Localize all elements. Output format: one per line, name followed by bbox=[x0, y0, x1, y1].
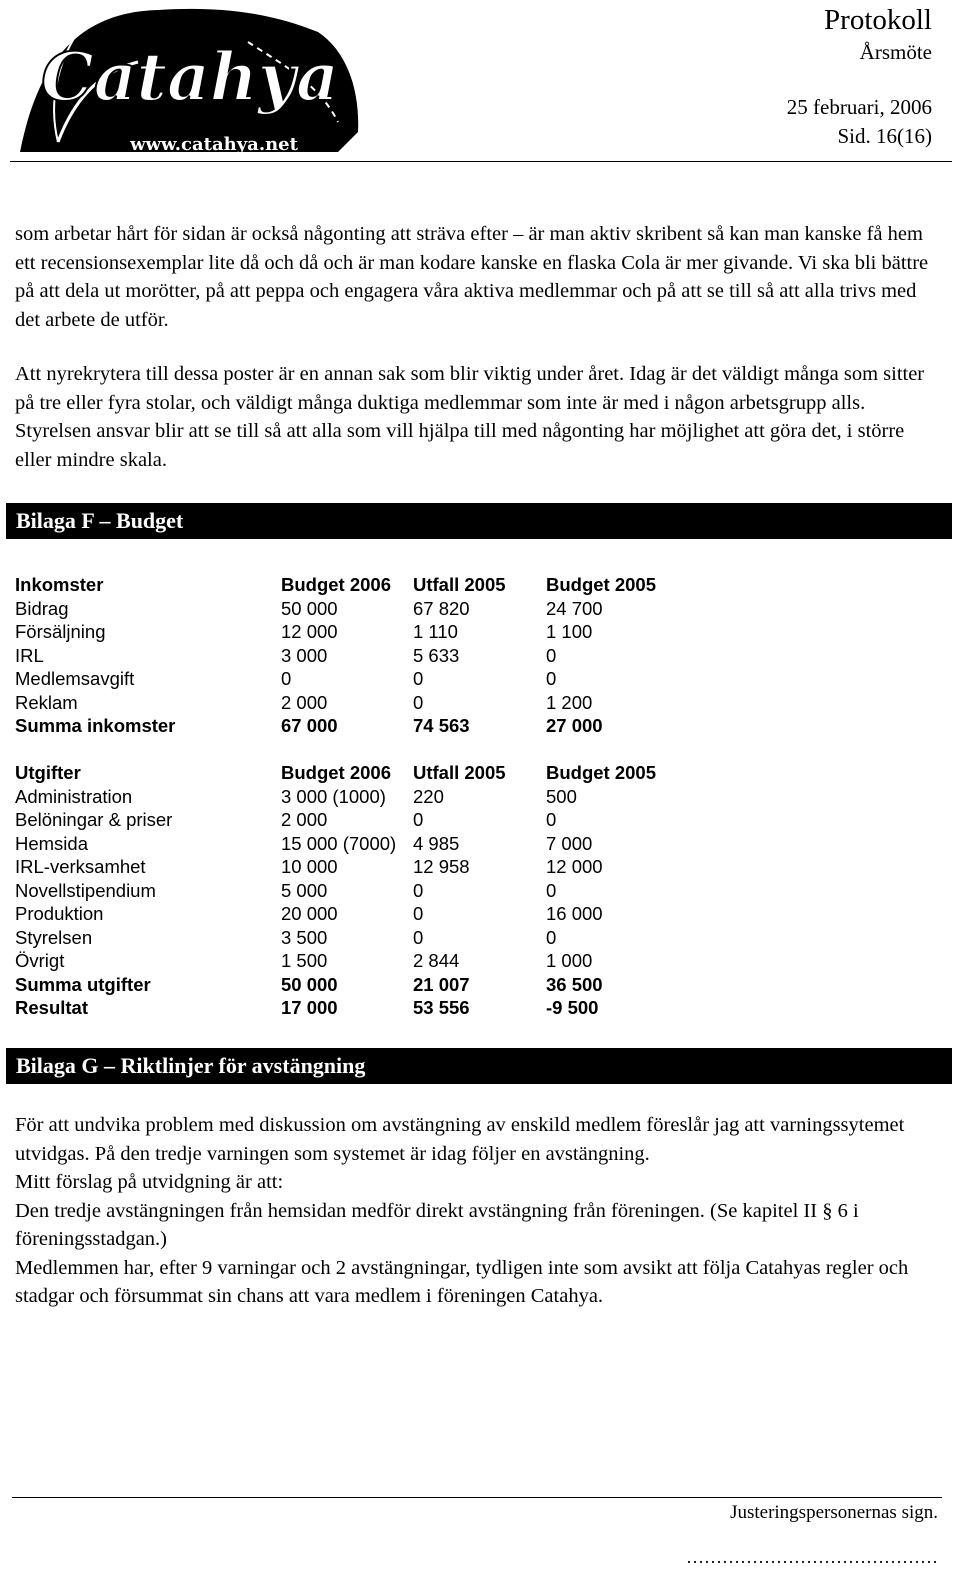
table-cell: 3 500 bbox=[281, 926, 328, 948]
table-cell: 74 563 bbox=[413, 715, 470, 736]
paragraph-text: Att nyrekrytera till dessa poster är en annan sak som blir viktig under året. Idag är det väldigt många som sitter på tre eller fyra stolar, och väldigt många duktiga medlemmar som inte är med i någon arbetsgrupp alls. Styrelsen ansvar blir att se till så att alla som vill hjälpa till med någonting har möjlighet att göra det, i större eller mindre skala. bbox=[15, 363, 925, 471]
section-heading-budget: Bilaga F – Budget bbox=[6, 503, 952, 539]
table-cell: Medlemsavgift bbox=[15, 668, 135, 689]
table-cell: Utfall 2005 bbox=[413, 574, 506, 595]
table-cell: Reklam bbox=[15, 691, 78, 713]
table-cell: 12 000 bbox=[546, 856, 603, 877]
table-cell: 1 500 bbox=[281, 950, 328, 971]
suspension-text bbox=[15, 1111, 945, 1311]
table-cell: 12 000 bbox=[281, 621, 338, 642]
table-cell: 1 200 bbox=[546, 691, 593, 713]
table-cell: Utgifter bbox=[15, 762, 81, 783]
paragraph-text: som arbetar hårt för sidan är också någonting att sträva efter – är man aktiv skribent så kan man kanske få hem ett recensionsexemplar lite då och då och är man kodare kanske en flaska Cola är mer givande. Vi ska bli bättre på att dela ut morötter, på att peppa och engagera våra aktiva medlemmar och på att se till så att alla trivs med det arbete de utför. bbox=[15, 223, 929, 331]
table-cell: 0 bbox=[413, 903, 424, 924]
table-cell: 0 bbox=[413, 691, 424, 713]
table-cell: 2 000 bbox=[281, 809, 328, 830]
page-number: Sid. 16(16) bbox=[837, 124, 932, 148]
table-cell: -9 500 bbox=[546, 997, 599, 1018]
table-cell: 3 000 (1000) bbox=[281, 785, 386, 807]
table-cell: 0 bbox=[281, 668, 292, 689]
table-cell: 0 bbox=[546, 644, 557, 666]
table-cell: Budget 2006 bbox=[281, 762, 392, 783]
paragraph-line: Den tredje avstängningen från hemsidan medför direkt avstängning från föreningen. (Se kapitel II § 6 i föreningsstadgan.) bbox=[15, 1199, 859, 1250]
table-cell: 15 000 (7000) bbox=[281, 832, 397, 854]
table-cell: 10 000 bbox=[281, 856, 338, 877]
table-cell: 0 bbox=[546, 879, 557, 901]
paragraph-line: Medlemmen har, efter 9 varningar och 2 avstängningar, tydligen inte som avsikt att följa Catahyas regler och stadgar och försummat sin chans att vara medlem i föreningen Catahya. bbox=[15, 1256, 909, 1307]
body-paragraph-1 bbox=[15, 220, 945, 334]
table-cell: 36 500 bbox=[546, 973, 603, 995]
table-cell: 2 844 bbox=[413, 950, 460, 971]
logo-url: www.catahya.net bbox=[130, 134, 298, 155]
table-cell: Hemsida bbox=[15, 832, 88, 854]
table-cell: 7 000 bbox=[546, 832, 593, 854]
table-cell: Försäljning bbox=[15, 621, 106, 642]
table-cell: 27 000 bbox=[546, 715, 603, 736]
table-cell: 0 bbox=[546, 809, 557, 830]
body-paragraph-2 bbox=[15, 360, 945, 474]
document-subtitle: Årsmöte bbox=[859, 40, 932, 64]
table-cell: Novellstipendium bbox=[15, 879, 156, 901]
table-cell: Budget 2006 bbox=[281, 574, 392, 595]
paragraph-line: Mitt förslag på utvidgning är att: bbox=[15, 1171, 284, 1193]
section-heading-suspension: Bilaga G – Riktlinjer för avstängning bbox=[6, 1048, 952, 1084]
table-cell: Styrelsen bbox=[15, 926, 93, 948]
footer-divider bbox=[12, 1497, 942, 1498]
table-cell: 220 bbox=[413, 785, 444, 807]
table-cell: 1 000 bbox=[546, 950, 593, 971]
table-cell: 4 985 bbox=[413, 832, 460, 854]
table-cell: IRL bbox=[15, 644, 44, 666]
table-cell: Resultat bbox=[15, 997, 88, 1018]
table-cell: 1 110 bbox=[413, 621, 458, 642]
table-cell: 16 000 bbox=[546, 903, 603, 924]
signature-label: Justeringspersonernas sign. bbox=[730, 1502, 938, 1523]
table-cell: Belöningar & priser bbox=[15, 809, 173, 830]
table-cell: 50 000 bbox=[281, 973, 338, 995]
document-date: 25 februari, 2006 bbox=[786, 95, 932, 119]
table-cell: 24 700 bbox=[546, 597, 603, 619]
table-cell: 1 100 bbox=[546, 621, 593, 642]
table-cell: Budget 2005 bbox=[546, 574, 657, 595]
table-cell: 5 000 bbox=[281, 879, 328, 901]
table-cell: 17 000 bbox=[281, 997, 338, 1018]
table-cell: IRL-verksamhet bbox=[15, 856, 146, 877]
table-cell: Summa inkomster bbox=[15, 715, 176, 736]
table-cell: 0 bbox=[413, 809, 424, 830]
table-cell: Inkomster bbox=[15, 574, 104, 595]
table-cell: 0 bbox=[546, 668, 557, 689]
logo-wordmark: Catahya bbox=[41, 38, 339, 116]
table-cell: 67 000 bbox=[281, 715, 338, 736]
table-cell: 3 000 bbox=[281, 644, 328, 666]
table-cell: 67 820 bbox=[413, 597, 470, 619]
table-cell: 53 556 bbox=[413, 997, 470, 1018]
catahya-logo bbox=[18, 2, 363, 160]
table-cell: Övrigt bbox=[15, 950, 65, 971]
paragraph-line: För att undvika problem med diskussion om avstängning av enskild medlem föreslår jag att varningssytemet utvidgas. På den tredje varningen som systemet är idag följer en avstängning. bbox=[15, 1114, 905, 1165]
table-cell: Budget 2005 bbox=[546, 762, 657, 783]
table-cell: 0 bbox=[413, 668, 424, 689]
header-divider bbox=[10, 161, 952, 162]
table-cell: 2 000 bbox=[281, 691, 328, 713]
table-cell: Utfall 2005 bbox=[413, 762, 506, 783]
table-cell: 21 007 bbox=[413, 973, 470, 995]
signature-line: …………………………………… bbox=[686, 1547, 938, 1567]
table-cell: Produktion bbox=[15, 903, 104, 924]
table-cell: 0 bbox=[546, 926, 557, 948]
table-cell: 20 000 bbox=[281, 903, 338, 924]
table-cell: Summa utgifter bbox=[15, 973, 151, 995]
table-cell: Bidrag bbox=[15, 597, 69, 619]
table-cell: 50 000 bbox=[281, 597, 338, 619]
table-cell: Administration bbox=[15, 785, 133, 807]
table-cell: 0 bbox=[413, 879, 424, 901]
table-cell: 5 633 bbox=[413, 644, 460, 666]
table-cell: 500 bbox=[546, 785, 577, 807]
table-cell: 12 958 bbox=[413, 856, 470, 877]
document-title: Protokoll bbox=[824, 4, 932, 36]
table-cell: 0 bbox=[413, 926, 424, 948]
